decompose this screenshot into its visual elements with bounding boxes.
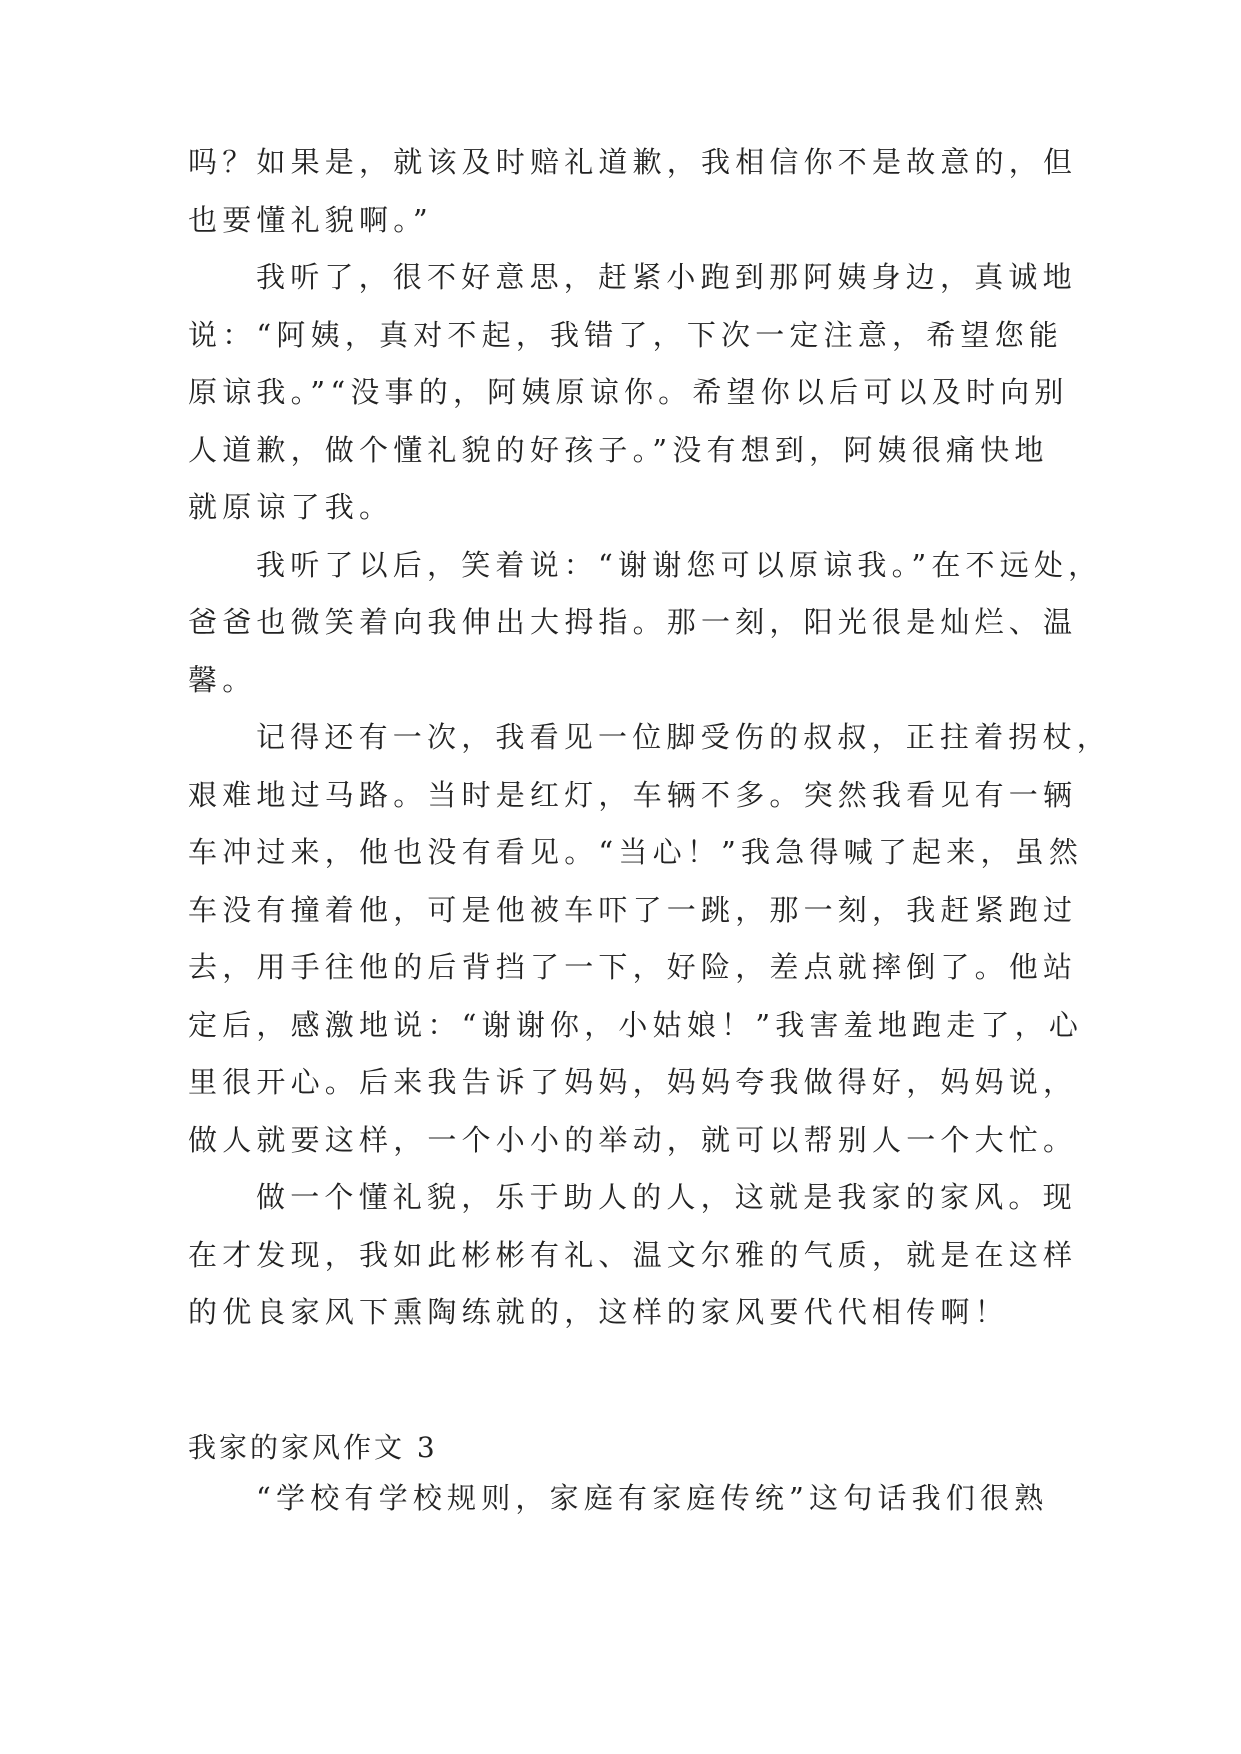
section-heading: 我家的家风作文 3 (188, 1431, 438, 1464)
text-line: 吗？如果是，就该及时赔礼道歉，我相信你不是故意的，但 (188, 145, 1078, 179)
text-line: 爸爸也微笑着向我伸出大拇指。那一刻，阳光很是灿烂、温 (188, 605, 1078, 639)
text-line: 也要懂礼貌啊。” (188, 202, 433, 237)
text-line: 的优良家风下熏陶练就的，这样的家风要代代相传啊！ (188, 1295, 1009, 1329)
text-line: 定后，感激地说：“谢谢你，小姑娘！”我害羞地跑走了，心 (188, 1007, 1084, 1042)
text-line: 艰难地过马路。当时是红灯，车辆不多。突然我看见有一辆 (188, 777, 1078, 812)
text-line: 记得还有一次，我看见一位脚受伤的叔叔，正拄着拐杖， (256, 720, 1112, 754)
text-line: 就原谅了我。 (188, 490, 394, 524)
text-line: 人道歉，做个懂礼貌的好孩子。”没有想到，阿姨很痛快地 (188, 432, 1049, 467)
text-line: 里很开心。后来我告诉了妈妈，妈妈夸我做得好，妈妈说， (188, 1065, 1078, 1099)
text-line: 我听了以后，笑着说：“谢谢您可以原谅我。”在不远处， (256, 547, 1103, 582)
text-line: 在才发现，我如此彬彬有礼、温文尔雅的气质，就是在这样 (188, 1237, 1078, 1272)
text-line: 做人就要这样，一个小小的举动，就可以帮别人一个大忙。 (188, 1122, 1078, 1157)
text-line: 馨。 (188, 662, 257, 697)
body-text (188, 134, 1112, 1342)
text-line: 车冲过来，他也没有看见。“当心！”我急得喊了起来，虽然 (188, 835, 1084, 869)
text-line: 去，用手往他的后背挡了一下，好险，差点就摔倒了。他站 (188, 950, 1078, 984)
text-line: 原谅我。”“没事的，阿姨原谅你。希望你以后可以及时向别 (188, 375, 1069, 409)
paragraph-first-line: “学校有学校规则，家庭有家庭传统”这句话我们很熟 (256, 1481, 1049, 1515)
text-line: 做一个懂礼貌，乐于助人的人，这就是我家的家风。现 (256, 1180, 1077, 1214)
text-line: 说：“阿姨，真对不起，我错了，下次一定注意，希望您能 (188, 317, 1064, 352)
text-line: 车没有撞着他，可是他被车吓了一跳，那一刻，我赶紧跑过 (188, 892, 1078, 927)
text-line: 我听了，很不好意思，赶紧小跑到那阿姨身边，真诚地 (256, 260, 1077, 294)
